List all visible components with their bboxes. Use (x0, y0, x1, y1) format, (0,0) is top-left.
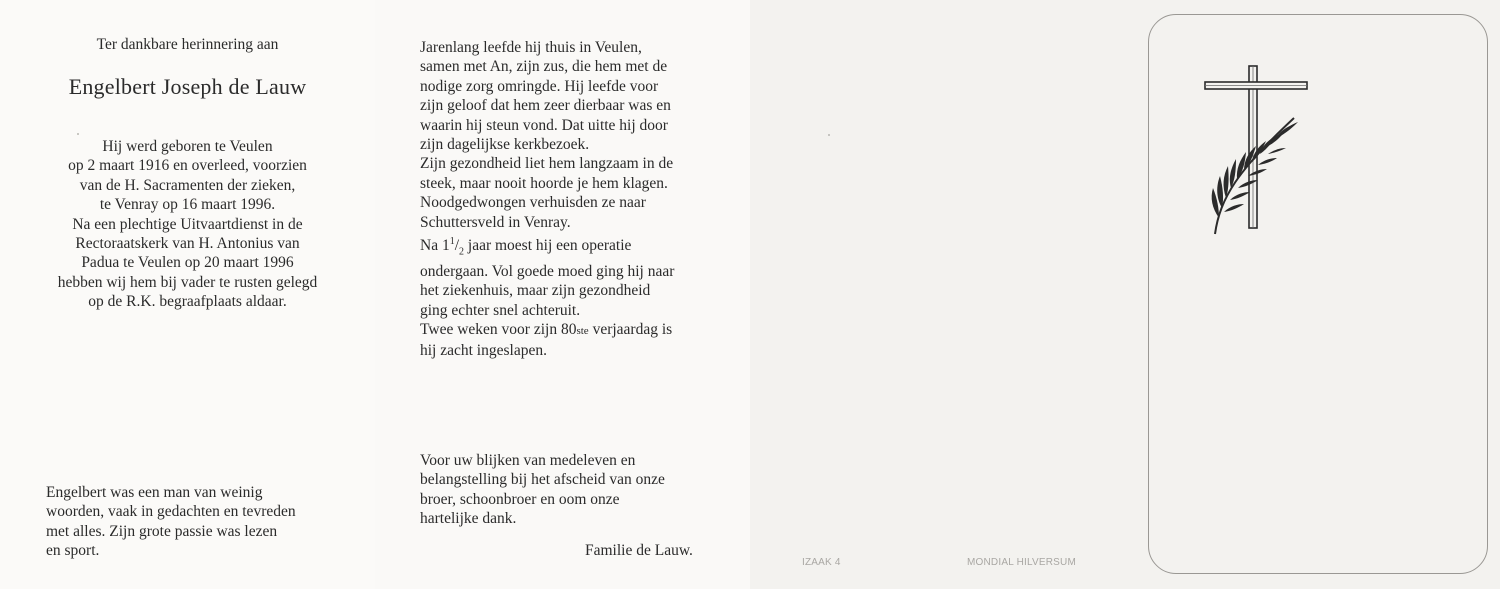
intro-text: Ter dankbare herinnering aan (96, 36, 279, 53)
birth-death-text (0, 137, 375, 312)
operation-line (420, 232, 674, 262)
operation-suffix: jaar moest hij een operatie (464, 237, 632, 255)
birthday-suffix: verjaardag is (588, 320, 673, 338)
middle-panel (375, 0, 750, 589)
text-line: steek, maar nooit hoorde je hem klagen. (420, 174, 668, 192)
paper-speck (828, 134, 830, 136)
text-line: hebben wij hem bij vader te rusten gelegd (57, 273, 318, 291)
text-line: hij zacht ingeslapen. (420, 342, 547, 360)
deceased-name: Engelbert Joseph de Lauw (68, 74, 307, 99)
fraction-denominator: 2 (459, 246, 465, 258)
text-line: Zijn gezondheid liet hem langzaam in de (420, 155, 674, 173)
text-line: Jarenlang leefde hij thuis in Veulen, (420, 39, 642, 56)
text-line: te Venray op 16 maart 1996. (99, 196, 276, 214)
left-panel (0, 0, 375, 589)
text-line: broer, schoonbroer en oom onze (420, 490, 620, 508)
text-line: belangstelling bij het afscheid van onze (420, 471, 665, 489)
text-line: op de R.K. begraafplaats aldaar. (88, 293, 287, 311)
text-line: Schuttersveld in Venray. (420, 213, 571, 231)
thanks-text (420, 451, 665, 529)
life-story-text (420, 38, 674, 361)
birthday-ordinal: ste (576, 324, 589, 337)
text-line: ging echter snel achteruit. (420, 301, 581, 319)
text-line: Padua te Veulen op 20 maart 1996 (81, 254, 294, 272)
fraction-numerator: 1 (449, 236, 455, 248)
card-model-mark: IZAAK 4 (802, 557, 841, 568)
text-line: zijn geloof dat hem zeer dierbaar was en (420, 97, 671, 115)
operation-prefix: Na 1 (420, 237, 450, 255)
fraction-separator: / (454, 237, 460, 255)
text-line: Noodgedwongen verhuisden ze naar (420, 194, 646, 212)
text-line: hartelijke dank. (420, 510, 517, 528)
text-line: Engelbert was een man van weinig (46, 484, 263, 501)
text-line: woorden, vaak in gedachten en tevreden (46, 503, 296, 521)
text-line: Hij werd geboren te Veulen (102, 138, 273, 155)
right-panel (750, 0, 1500, 589)
text-line: ondergaan. Vol goede moed ging hij naar (420, 262, 675, 280)
text-line: Voor uw blijken van medeleven en (420, 452, 636, 469)
text-line: Rectoraatskerk van H. Antonius van (75, 235, 300, 253)
text-line: op 2 maart 1916 en overleed, voorzien (68, 157, 307, 175)
printer-mark: MONDIAL HILVERSUM (967, 557, 1076, 568)
text-line: samen met An, zijn zus, die hem met de (420, 58, 668, 76)
text-line: het ziekenhuis, maar zijn gezondheid (420, 282, 651, 300)
paper-speck (77, 133, 79, 135)
text-line: en sport. (46, 542, 100, 560)
character-text (46, 483, 296, 561)
text-line: met alles. Zijn grote passie was lezen (46, 522, 278, 540)
birthday-line (420, 320, 674, 341)
text-line: van de H. Sacramenten der zieken, (79, 176, 296, 194)
text-line: nodige zorg omringde. Hij leefde voor (420, 77, 659, 95)
text-line: zijn dagelijkse kerkbezoek. (420, 136, 590, 154)
cross-with-palm-branch-icon (1198, 58, 1318, 238)
family-signature: Familie de Lauw. (585, 542, 693, 559)
text-line: waarin hij steun vond. Dat uitte hij door (420, 116, 668, 134)
birthday-prefix: Twee weken voor zijn 80 (420, 320, 577, 338)
text-line: Na een plechtige Uitvaartdienst in de (72, 215, 303, 233)
